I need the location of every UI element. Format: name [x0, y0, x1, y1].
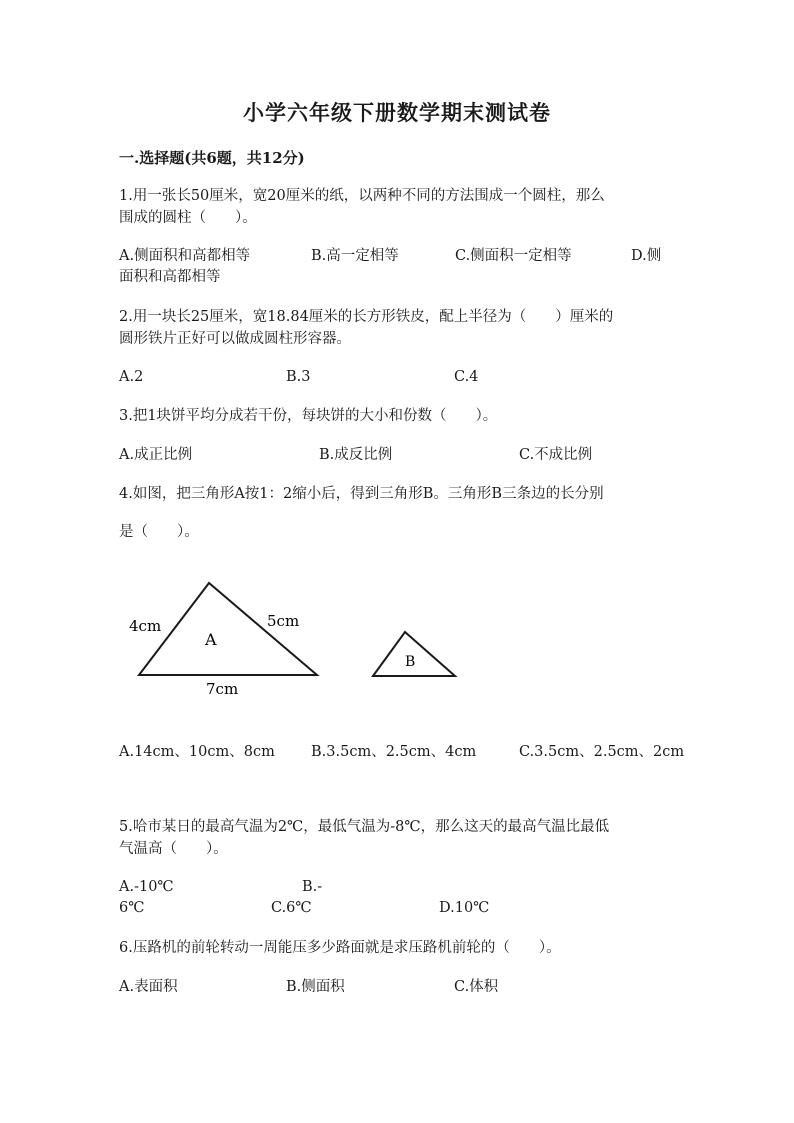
question-4-line1: 4.如图，把三角形A按1：2缩小后，得到三角形B。三角形B三条边的长分别 — [119, 486, 604, 502]
option-1c[interactable]: C.侧面积一定相等 — [455, 248, 572, 264]
option-4b[interactable]: B.3.5cm、2.5cm、4cm — [311, 744, 477, 760]
question-5-line2: 气温高（ ）。 — [119, 841, 228, 857]
question-5-line1: 5.哈市某日的最高气温为2℃，最低气温为-8℃，那么这天的最高气温比最低 — [119, 819, 610, 835]
option-6c[interactable]: C.体积 — [454, 979, 499, 995]
triangle-diagram — [119, 575, 479, 705]
option-4c[interactable]: C.3.5cm、2.5cm、2cm — [519, 744, 685, 760]
option-5d[interactable]: D.10℃ — [439, 900, 490, 916]
option-3a[interactable]: A.成正比例 — [119, 447, 193, 463]
option-2a[interactable]: A.2 — [119, 369, 144, 385]
label-side-left: 4cm — [129, 617, 162, 635]
option-5b[interactable]: B.- — [302, 879, 323, 895]
question-1 — [119, 185, 679, 229]
option-1b[interactable]: B.高一定相等 — [311, 248, 399, 264]
option-1a[interactable]: A.侧面积和高都相等 — [119, 248, 251, 264]
question-6-options — [119, 977, 679, 1021]
section-header: 一.选择题(共6题，共12分) — [119, 149, 305, 167]
option-3c[interactable]: C.不成比例 — [519, 447, 593, 463]
question-1-options — [119, 246, 679, 290]
question-3-line1: 3.把1块饼平均分成若干份，每块饼的大小和份数（ ）。 — [119, 408, 498, 424]
option-1d[interactable]: D.侧 — [631, 248, 662, 264]
question-4-options — [119, 742, 685, 786]
option-6a[interactable]: A.表面积 — [119, 979, 178, 995]
option-3b[interactable]: B.成反比例 — [319, 447, 393, 463]
triangle-figure — [119, 575, 479, 705]
question-1-line2: 围成的圆柱（ ）。 — [119, 210, 257, 226]
question-4 — [119, 483, 679, 543]
question-6-line1: 6.压路机的前轮转动一周能压多少路面就是求压路机前轮的（ ）。 — [119, 940, 561, 956]
option-5c[interactable]: C.6℃ — [271, 900, 312, 916]
option-5a[interactable]: A.-10℃ — [119, 879, 174, 895]
question-5 — [119, 816, 679, 860]
question-4-line2: 是（ ）。 — [119, 524, 199, 540]
question-2-line2: 圆形铁片正好可以做成圆柱形容器。 — [119, 331, 351, 347]
option-5b-continued: 6℃ — [119, 900, 145, 916]
option-2c[interactable]: C.4 — [454, 369, 479, 385]
label-triangle-b: B — [405, 654, 416, 670]
label-side-right: 5cm — [267, 612, 300, 630]
question-6 — [119, 937, 679, 959]
question-1-line1: 1.用一张长50厘米，宽20厘米的纸，以两种不同的方法围成一个圆柱，那么 — [119, 188, 605, 204]
option-6b[interactable]: B.侧面积 — [286, 979, 345, 995]
option-2b[interactable]: B.3 — [286, 369, 311, 385]
label-triangle-a: A — [205, 630, 217, 649]
label-side-bottom: 7cm — [206, 680, 239, 698]
option-1d-continued: 面积和高都相等 — [119, 269, 221, 285]
question-2-line1: 2.用一块长25厘米，宽18.84厘米的长方形铁皮，配上半径为（ ）厘米的 — [119, 309, 614, 325]
page-title: 小学六年级下册数学期末测试卷 — [243, 100, 551, 125]
question-5-options — [119, 877, 679, 921]
question-3 — [119, 405, 679, 427]
option-4a[interactable]: A.14cm、10cm、8cm — [119, 744, 275, 760]
question-2 — [119, 306, 679, 350]
